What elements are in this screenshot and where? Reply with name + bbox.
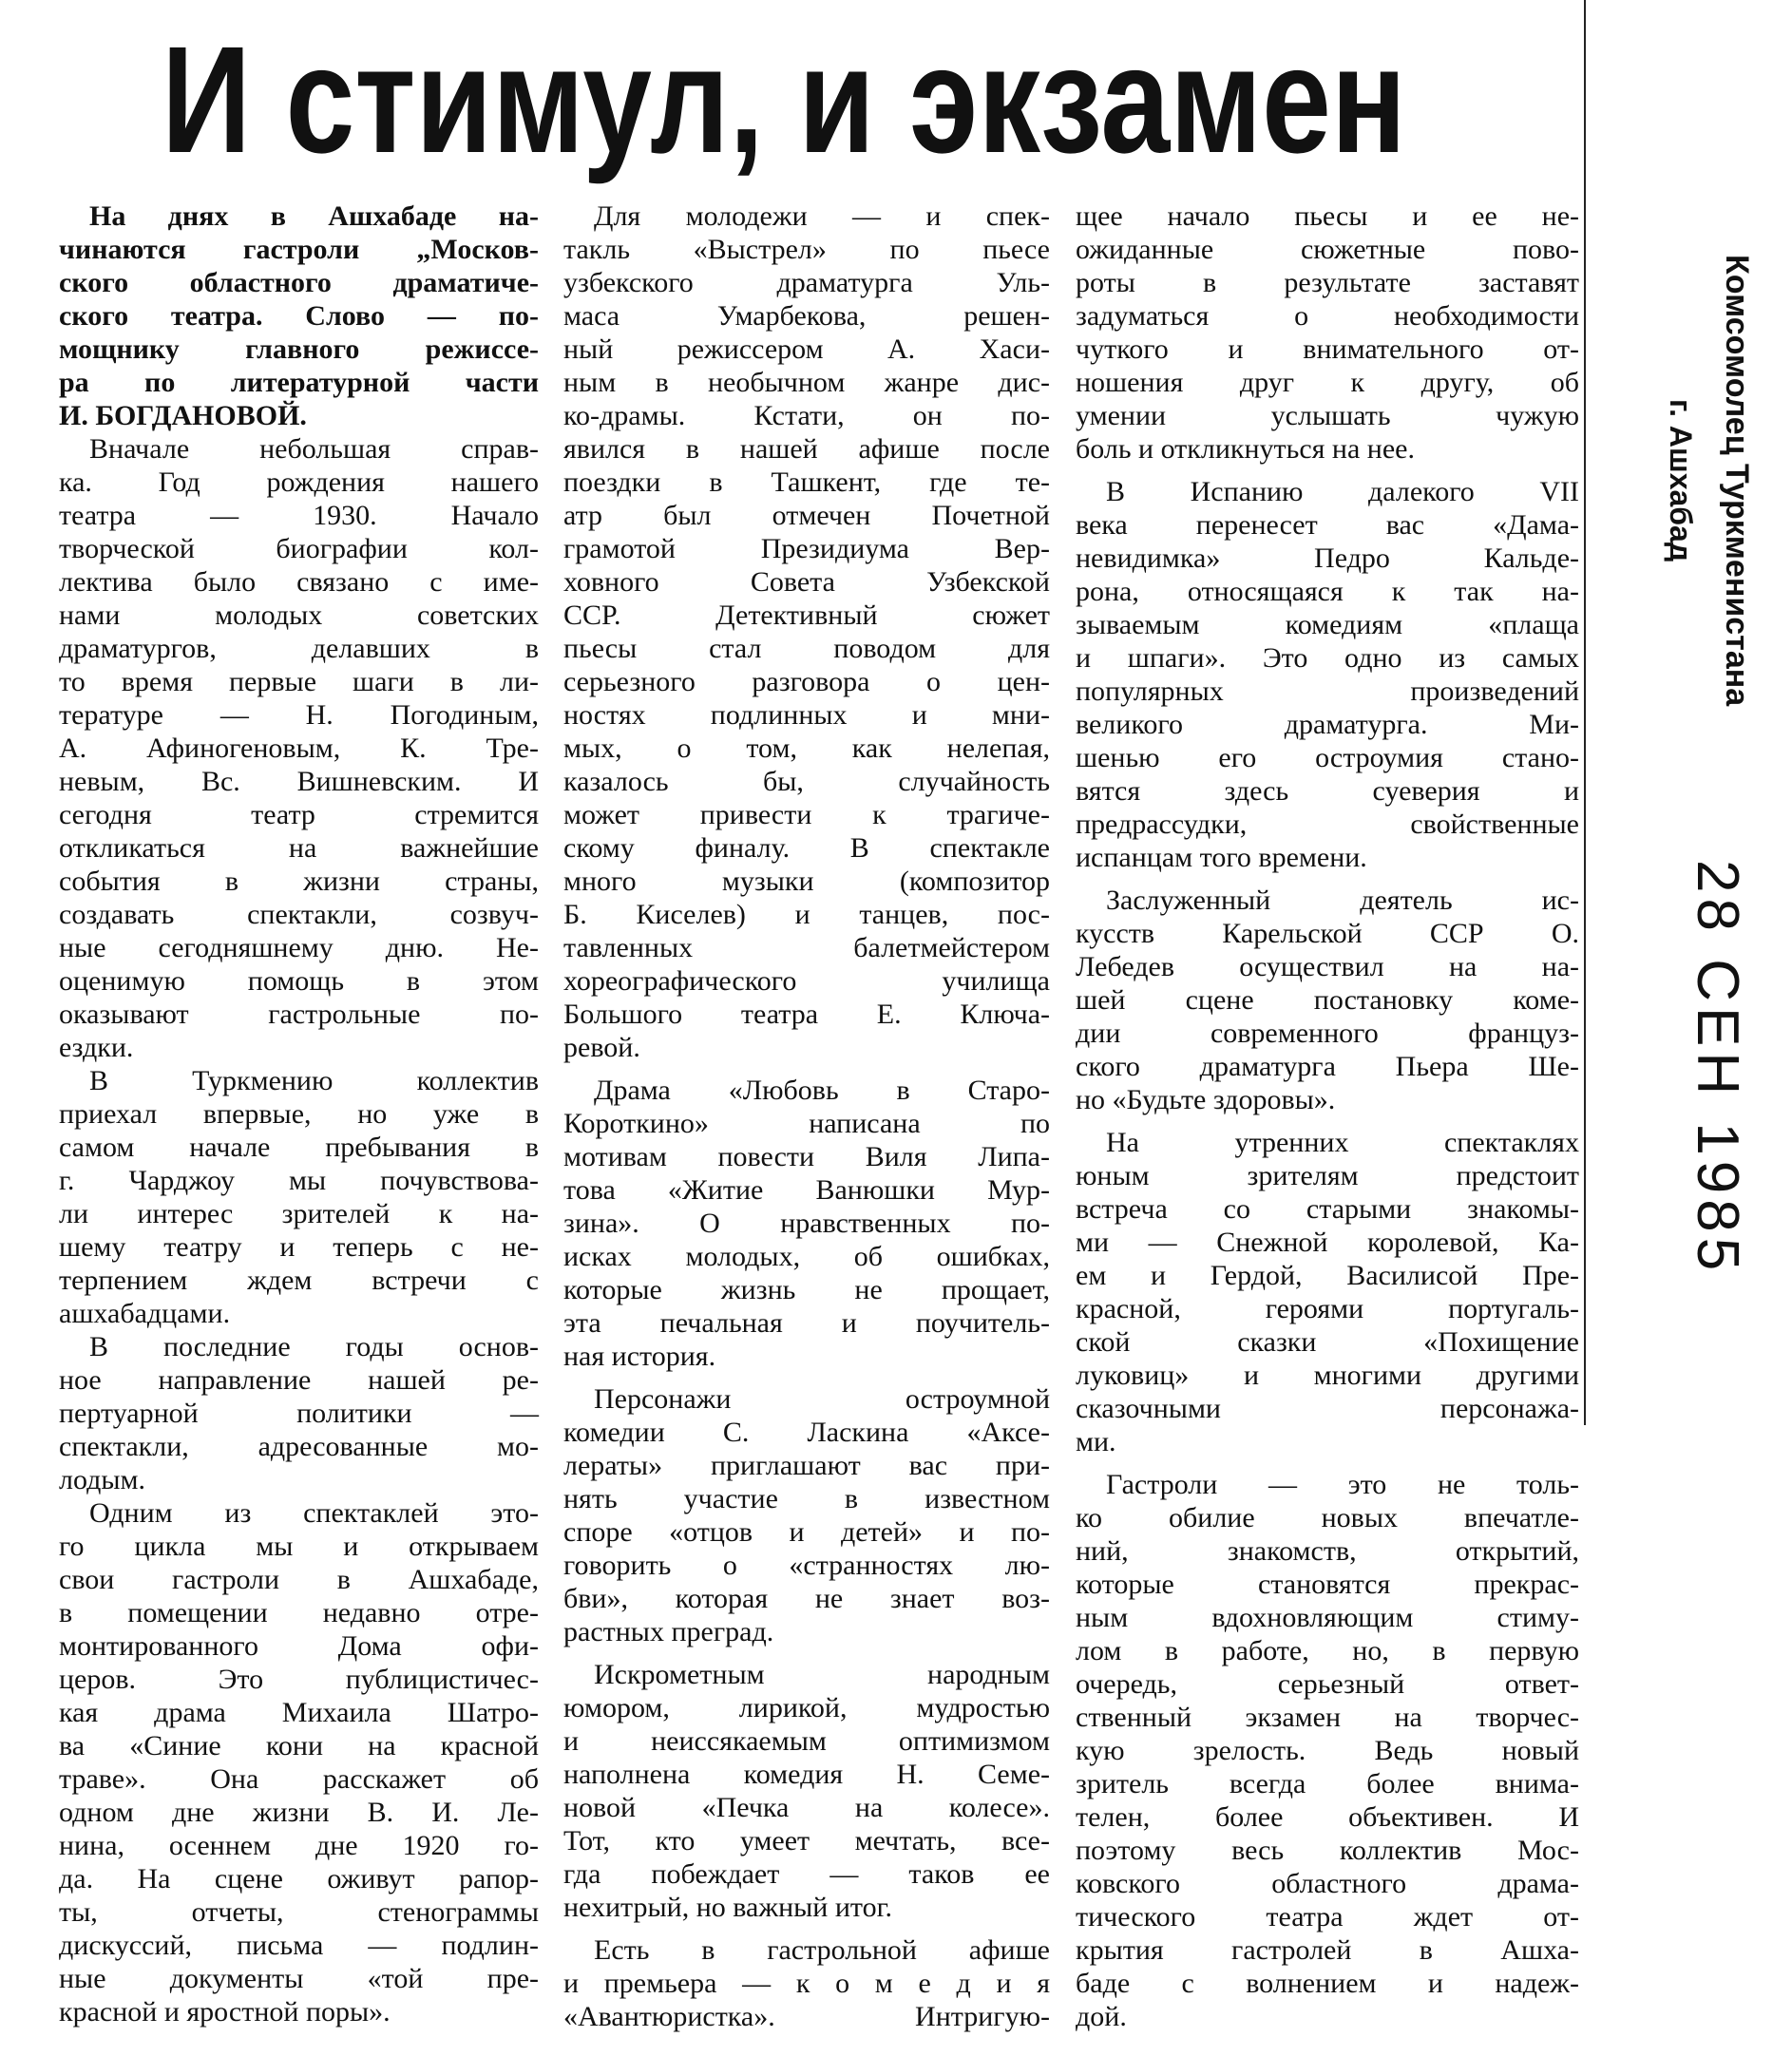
article-paragraph [1076,475,1579,874]
text-line: рона, относящаяся к так на- [1076,576,1579,607]
text-line: мых, о том, как нелепая, [563,733,1050,764]
text-line: юмором, лирикой, мудростью [563,1692,1050,1723]
text-line: задуматься о необходимости [1076,300,1579,332]
text-line: нехитрый, но важный итог. [563,1892,893,1923]
text-line: Б. Киселев) и танцев, пос- [563,899,1050,930]
text-line: растных преград. [563,1616,774,1647]
article-paragraph [563,1658,1050,1924]
text-line: пертуарной политики — [59,1398,539,1429]
text-line: драматургов, делавших в [59,633,539,664]
text-line: ской сказки «Похищение [1076,1326,1579,1358]
text-line: ношения друг к другу, об [1076,367,1579,398]
text-line: события в жизни страны, [59,866,539,897]
text-line: великого драматурга. Ми- [1076,709,1579,740]
text-line: Одним из спектаклей это- [89,1497,539,1529]
text-line: то время первые шаги в ли- [59,666,539,697]
text-line: зываемым комедиям «плаща [1076,609,1579,640]
text-line: мощнику главного режиссе- [59,333,539,365]
text-line: ные документы «той пре- [59,1963,539,1994]
text-line: ми — Снежной королевой, Ка- [1076,1227,1579,1258]
text-line: явился в нашей афише после [563,433,1050,465]
text-line: очередь, серьезный ответ- [1076,1668,1579,1700]
text-line: грамотой Президиума Вер- [563,533,1050,564]
text-line: атр был отмечен Почетной [563,500,1050,531]
text-line: хореографического училища [563,965,1050,997]
text-line: На утренних спектаклях [1106,1127,1579,1158]
text-line: и премьера — к о м е д и я [563,1968,1050,1999]
text-line: тературе — Н. Погодиным, [59,699,539,731]
text-line: кую зрелость. Ведь новый [1076,1735,1579,1766]
text-line: ная история. [563,1341,716,1372]
text-line: Короткино» написана по [563,1108,1050,1139]
text-line: дискуссий, письма — подлин- [59,1930,539,1961]
text-line: красной и яростной поры». [59,1996,391,2027]
text-line: траве». Она расскажет об [59,1763,539,1795]
text-line: шему театру и теперь с не- [59,1231,539,1263]
text-line: ского театра. Слово — по- [59,300,539,332]
article-column-1 [59,200,539,2028]
text-line: г. Чарджоу мы почувствова- [59,1165,539,1196]
text-line: сегодня театр стремится [59,799,539,830]
text-line: ное направление нашей ре- [59,1364,539,1396]
text-line: может привести к трагиче- [563,799,1050,830]
text-line: ний, знакомств, открытий, [1076,1535,1579,1567]
text-line: «Авантюристка». Интригую- [563,2001,1050,2032]
text-line: ва «Синие кони на красной [59,1730,539,1761]
text-line: нами молодых советских [59,600,539,631]
text-line: Драма «Любовь в Старо- [594,1075,1050,1106]
text-line: невым, Вс. Вишневским. И [59,766,539,797]
text-line: казалось бы, случайность [563,766,1050,797]
article-column-3 [1076,200,1579,2033]
text-line: наполнена комедия Н. Семе- [563,1759,1050,1790]
text-line: луковиц» и многими другими [1076,1360,1579,1391]
text-line: популярных произведений [1076,676,1579,707]
text-line: ли интерес зрителей к на- [59,1198,539,1229]
text-line: лодым. [59,1464,146,1495]
text-line: лераты» приглашают вас при- [563,1450,1050,1481]
text-line: нина, осеннем дне 1920 го- [59,1830,539,1861]
text-line: монтированного Дома офи- [59,1630,539,1662]
text-line: узбекского драматурга Уль- [563,267,1050,298]
text-line: бви», которая не знает воз- [563,1583,1050,1614]
text-line: ССР. Детективный сюжет [563,600,1050,631]
text-line: тавленных балетмейстером [563,932,1050,963]
text-line: ховного Совета Узбекской [563,566,1050,598]
text-line: вятся здесь суеверия и [1076,775,1579,807]
text-line: В Испанию далекого VII [1106,476,1579,507]
text-line: споре «отцов и детей» и по- [563,1516,1050,1548]
text-line: Гастроли — это не толь- [1106,1469,1579,1500]
text-line: дой. [1076,2001,1127,2032]
headline-text: И стимул, и экзамен [162,14,1406,184]
text-line: Есть в гастрольной афише [594,1934,1050,1966]
text-line: На днях в Ашхабаде на- [89,200,539,232]
article-paragraph [1076,884,1579,1116]
article-paragraph [1076,200,1579,466]
text-line: И. БОГДАНОВОЙ. [59,400,307,431]
text-line: роты в результате заставят [1076,267,1579,298]
text-line: Вначале небольшая справ- [89,433,539,465]
text-line: которые становятся прекрас- [1076,1569,1579,1600]
article-paragraph [563,1074,1050,1373]
text-line: и шпаги». Это одно из самых [1076,642,1579,674]
article-paragraph [59,432,539,1064]
text-line: ского областного драматиче- [59,267,539,298]
text-line: самом начале пребывания в [59,1132,539,1163]
text-line: ашхабадцами. [59,1298,231,1329]
text-line: щее начало пьесы и ее не- [1076,200,1579,232]
text-line: ездки. [59,1032,134,1063]
text-line: ка. Год рождения нашего [59,466,539,498]
text-line: одном дне жизни В. И. Ле- [59,1797,539,1828]
article-paragraph [59,1330,539,1496]
text-line: творческой биографии кол- [59,533,539,564]
text-line: ми. [1076,1426,1116,1457]
text-line: лом в работе, но, в первую [1076,1635,1579,1666]
text-line: предрассудки, свойственные [1076,809,1579,840]
text-line: ко-драмы. Кстати, он по- [563,400,1050,431]
text-line: скому финалу. В спектакле [563,832,1050,864]
text-line: серьезного разговора о цен- [563,666,1050,697]
text-line: ным в необычном жанре дис- [563,367,1050,398]
text-line: ковского областного драма- [1076,1868,1579,1899]
newspaper-name-stamp: Комсомолец Туркменистана [1719,255,1755,707]
text-line: зритель всегда более внима- [1076,1768,1579,1799]
text-line: эта печальная и поучитель- [563,1307,1050,1339]
text-line: зина». О нравственных по- [563,1208,1050,1239]
date-stamp: 28 СЕН 1985 [1685,860,1750,1277]
text-line: А. Афиногеновым, К. Тре- [59,733,539,764]
text-line: встреча со старыми знакомы- [1076,1193,1579,1225]
text-line: века перенесет вас «Дама- [1076,509,1579,541]
text-line: ты, отчеты, стенограммы [59,1896,539,1928]
text-line: нять участие в известном [563,1483,1050,1514]
text-line: комедии С. Ласкина «Аксе- [563,1417,1050,1448]
text-line: ожиданные сюжетные пово- [1076,234,1579,265]
text-line: терпением ждем встречи с [59,1265,539,1296]
text-line: да. На сцене оживут рапор- [59,1863,539,1894]
text-line: церов. Это публицистичес- [59,1664,539,1695]
text-line: свои гастроли в Ашхабаде, [59,1564,539,1595]
column-rule [1584,0,1586,1425]
article-lead-paragraph [59,200,539,432]
text-line: ные сегодняшнему дню. Не- [59,932,539,963]
text-line: Тот, кто умеет мечтать, все- [563,1825,1050,1856]
headline [0,0,1792,195]
text-line: Искрометным народным [594,1659,1050,1690]
text-line: откликаться на важнейшие [59,832,539,864]
text-line: Для молодежи — и спек- [594,200,1050,232]
article-paragraph [563,1382,1050,1648]
text-line: крытия гастролей в Ашха- [1076,1934,1579,1966]
text-line: в помещении недавно отре- [59,1597,539,1628]
text-line: ем и Гердой, Василисой Пре- [1076,1260,1579,1291]
text-line: Заслуженный деятель ис- [1106,885,1579,916]
text-line: оценимую помощь в этом [59,965,539,997]
text-line: говорить о «странностях лю- [563,1550,1050,1581]
text-line: чинаются гастроли „Москов- [59,234,539,265]
text-line: сказочными персонажа- [1076,1393,1579,1424]
article-column-2 [563,200,1050,2033]
text-line: тического театра ждет от- [1076,1901,1579,1932]
text-line: но «Будьте здоровы». [1076,1084,1336,1115]
text-line: В последние годы основ- [89,1331,539,1362]
text-line: кусств Карельской ССР О. [1076,918,1579,949]
text-line: шенью его остроумия стано- [1076,742,1579,773]
text-line: ным вдохновляющим стиму- [1076,1602,1579,1633]
text-line: создавать спектакли, созвуч- [59,899,539,930]
text-line: ского драматурга Пьера Ше- [1076,1051,1579,1082]
text-line: телен, более объективен. И [1076,1801,1579,1833]
text-line: гда побеждает — таков ее [563,1858,1050,1890]
text-line: новой «Печка на колесе». [563,1792,1050,1823]
text-line: Персонажи остроумной [594,1383,1050,1415]
text-line: испанцам того времени. [1076,842,1367,873]
text-line: ко обилие новых впечатле- [1076,1502,1579,1533]
text-line: приехал впервые, но уже в [59,1098,539,1130]
text-line: поэтому весь коллектив Мос- [1076,1835,1579,1866]
text-line: такль «Выстрел» по пьесе [563,234,1050,265]
text-line: Большого театра Е. Ключа- [563,999,1050,1030]
text-line: ра по литературной части [59,367,539,398]
text-line: ностях подлинных и мни- [563,699,1050,731]
text-line: ный режиссером А. Хаси- [563,333,1050,365]
article-paragraph [59,1496,539,2028]
text-line: поездки в Ташкент, где те- [563,466,1050,498]
text-line: лектива было связано с име- [59,566,539,598]
text-line: мотивам повести Виля Липа- [563,1141,1050,1172]
article-paragraph [1076,1468,1579,2033]
text-line: това «Житие Ванюшки Мур- [563,1174,1050,1206]
text-line: го цикла мы и открываем [59,1531,539,1562]
text-line: умении услышать чужую [1076,400,1579,431]
text-line: маса Умарбекова, решен- [563,300,1050,332]
text-line: кая драма Михаила Шатро- [59,1697,539,1728]
text-line: В Туркмению коллектив [89,1065,539,1096]
text-line: спектакли, адресованные мо- [59,1431,539,1462]
text-line: шей сцене постановку коме- [1076,984,1579,1016]
text-line: ревой. [563,1032,640,1063]
text-line: невидимка» Педро Кальде- [1076,543,1579,574]
article-paragraph [1076,1126,1579,1458]
text-line: чуткого и внимательного от- [1076,333,1579,365]
text-line: и неиссякаемым оптимизмом [563,1725,1050,1757]
text-line: дии современного француз- [1076,1018,1579,1049]
article-paragraph [563,200,1050,1064]
text-line: боль и откликнуться на нее. [1076,433,1415,465]
text-line: Лебедев осуществил на на- [1076,951,1579,982]
article-paragraph [59,1064,539,1330]
text-line: которые жизнь не прощает, [563,1274,1050,1305]
article-paragraph [563,1933,1050,2033]
text-line: красной, героями португаль- [1076,1293,1579,1324]
text-line: ственный экзамен на творчес- [1076,1702,1579,1733]
text-line: пьесы стал поводом для [563,633,1050,664]
text-line: театра — 1930. Начало [59,500,539,531]
text-line: оказывают гастрольные по- [59,999,539,1030]
text-line: исках молодых, об ошибках, [563,1241,1050,1272]
city-stamp: г. Ашхабад [1664,399,1698,562]
text-line: юным зрителям предстоит [1076,1160,1579,1191]
text-line: много музыки (композитор [563,866,1050,897]
text-line: баде с волнением и надеж- [1076,1968,1579,1999]
